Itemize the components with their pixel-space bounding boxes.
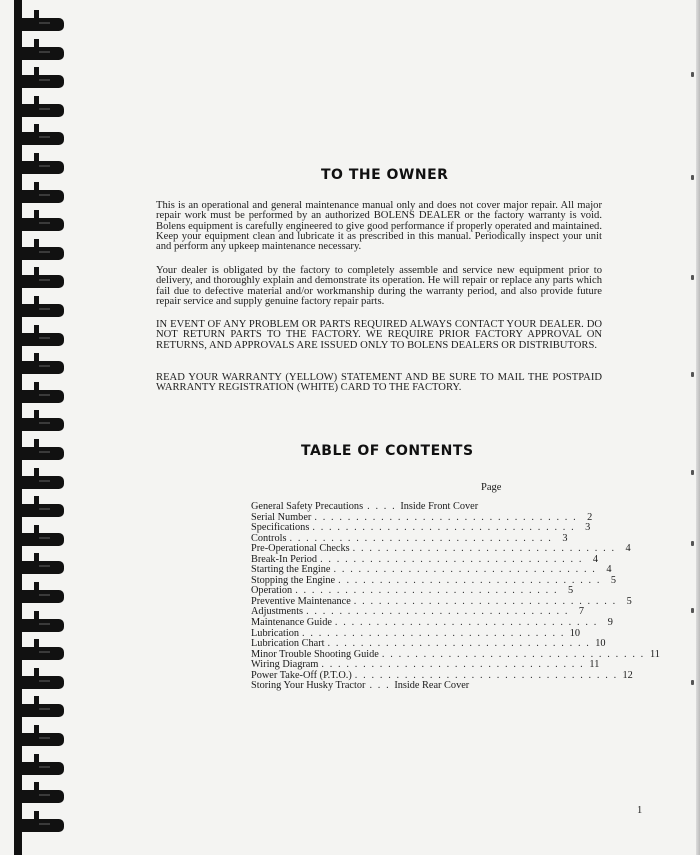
toc-entry-page: 5 — [568, 585, 574, 597]
toc-entry-page: Inside Rear Cover — [394, 680, 470, 692]
toc-entry-leader-dots: . . . . . . . . . . . . . . . . . . . . . . . . . . . . . . . . — [353, 595, 617, 607]
binding-ring — [20, 161, 64, 174]
binding-ring — [20, 390, 64, 403]
binding-ring — [20, 132, 64, 145]
binding-ring — [20, 504, 64, 517]
toc-entry-title: Preventive Maintenance — [251, 595, 351, 607]
binding-ring-tail — [34, 439, 39, 459]
binding-ring-tail — [34, 10, 39, 30]
binding-ring — [20, 104, 64, 117]
toc-entry-page: 3 — [585, 522, 591, 534]
toc-entry-title: Lubrication Chart — [251, 638, 325, 650]
binding-ring-tail — [34, 525, 39, 545]
toc-entry-leader-dots: . . . . . . . . . . . . . . . . . . . . . . . . . . . . . . . . — [338, 574, 602, 586]
toc-entry — [251, 502, 503, 513]
toc-entry-title: Starting the Engine — [251, 564, 331, 576]
binding-ring — [20, 676, 64, 689]
binding-ring — [20, 647, 64, 660]
binding-ring — [20, 304, 64, 317]
owner-section-title: TO THE OWNER — [321, 167, 449, 183]
toc-entry-leader-dots: . . . . . . . . . . . . . . . . . . . . . . . . . . . . . . . . — [312, 522, 576, 534]
binding-ring-tail — [34, 210, 39, 230]
toc-entry-title: Break-In Period — [251, 553, 318, 565]
binding-ring-tail — [34, 553, 39, 573]
toc-entry — [251, 617, 613, 629]
binding-ring-tail — [34, 754, 39, 774]
binding-ring-tail — [34, 239, 39, 259]
binding-ring-tail — [34, 153, 39, 173]
toc-entry-title: Controls — [251, 532, 287, 544]
toc-entry-page: 3 — [562, 532, 568, 544]
binding-ring — [20, 819, 64, 832]
toc-entry-title: Serial Number — [251, 511, 312, 523]
binding-ring — [20, 733, 64, 746]
toc-entry — [251, 681, 503, 692]
binding-ring-tail — [34, 696, 39, 716]
binding-ring-tail — [34, 267, 39, 287]
toc-entry-page: 7 — [578, 606, 585, 618]
binding-ring — [20, 619, 64, 632]
toc-section-title: TABLE OF CONTENTS — [301, 443, 474, 459]
binding-ring — [20, 418, 64, 431]
toc-entry-title: General Safety Precautions — [251, 501, 364, 512]
binding-ring-tail — [34, 67, 39, 87]
binding-ring-tail — [34, 811, 39, 831]
binding-ring — [20, 533, 64, 546]
toc-entry-title: Pre-Operational Checks — [251, 543, 350, 555]
toc-entry-page: Inside Front Cover — [400, 501, 479, 512]
toc-entry-leader-dots: . . . . . . . . . . . . . . . . . . . . . . . . . . . . . . . . — [306, 606, 570, 618]
binding-ring-tail — [34, 353, 39, 373]
binding-ring — [20, 333, 64, 346]
binding-ring-tail — [34, 468, 39, 488]
toc-entry-title: Wiring Diagram — [251, 659, 319, 671]
toc-entry-page: 11 — [649, 648, 660, 660]
binding-ring — [20, 75, 64, 88]
toc-entry-title: Maintenance Guide — [251, 617, 332, 629]
toc-entry-leader-dots: . . . . . . . . . . . . . . . . . . . . . . . . . . . . . . . . — [302, 627, 566, 639]
toc-entry-page: 4 — [625, 543, 631, 555]
binding-ring-tail — [34, 39, 39, 59]
toc-entry-leader-dots: . . . . . . . . . . . . . . . . . . . . . . . . . . . . . . . . — [352, 543, 616, 555]
binding-ring-tail — [34, 296, 39, 316]
toc-entry-page: 2 — [587, 511, 593, 523]
toc-entry-leader-dots: . . . . . . . . . . . . . . . . . . . . . . . . . . . . . . . . — [334, 617, 598, 629]
binding-ring-tail — [34, 96, 39, 116]
binding-ring — [20, 762, 64, 775]
owner-paragraph-3: IN EVENT OF ANY PROBLEM OR PARTS REQUIRED ALWAYS CONTACT YOUR DEALER. DO NOT RETURN PARTS TO THE FACTORY. WE REQUIRE PRIOR FACTORY APPROVAL ON RETURNS, AND APPROVALS ARE ISSUED ONLY TO BOLENS DEALERS OR DISTRIBUTORS. — [156, 319, 602, 351]
toc-entry-title: Adjustments — [251, 606, 304, 618]
binding-ring-tail — [34, 611, 39, 631]
toc-entry-leader-dots: . . . . . . . . . . . . . . . . . . . . . . . . . . . . . . . . — [333, 564, 597, 576]
toc-entry-page: 5 — [626, 595, 632, 607]
toc-page-column-header: Page — [481, 482, 502, 493]
toc-entry-page: 4 — [592, 553, 599, 565]
binding-ring-tail — [34, 382, 39, 402]
toc-entry-leader-dots: . . . . . . . . . . . . . . . . . . . . . . . . . . . . . . . . — [289, 532, 553, 544]
binding-ring — [20, 275, 64, 288]
toc-entry-leader-dots: . . . . . . . . . . . . . . . . . . . . . . . . . . . . . . . . — [381, 648, 645, 660]
toc-entry-page: 11 — [589, 659, 600, 671]
binding-ring — [20, 704, 64, 717]
toc-entry-title: Stopping the Engine — [251, 574, 336, 586]
toc-entry-title: Operation — [251, 585, 293, 597]
toc-entry-leader-dots: . . . . . . . . . . . . . . . . . . . . . . . . . . . . . . . . — [320, 553, 584, 565]
binding-ring — [20, 447, 64, 460]
toc-entry-leader-dots: . . . . . . . . . . . . . . . . . . . . . . . . . . . . . . . . — [327, 638, 591, 650]
toc-entry-page: 10 — [569, 627, 581, 639]
binding-ring — [20, 18, 64, 31]
page-edge-shadow — [696, 0, 700, 855]
owner-paragraph-2: Your dealer is obligated by the factory to completely assemble and service new equipment prior to delivery, and thoroughly explain and demonstrate its operation. He will repair or replace any parts which fail due to defective material and/or workmanship during the warranty period, and also provide future repair service and supply genuine factory repair parts. — [156, 265, 602, 307]
toc-entry-page: 5 — [610, 574, 617, 586]
binding-ring-tail — [34, 325, 39, 345]
binding-ring — [20, 590, 64, 603]
toc-entry-page: 10 — [595, 638, 606, 650]
binding-ring-tail — [34, 496, 39, 516]
owner-paragraph-1: This is an operational and general maintenance manual only and does not cover major repair. All major repair work must be performed by an authorized BOLENS DEALER or the factory warranty is void. Bolens equipment is carefully engineered to give good performance if properly operated and maintained. Keep your equipment clean and lubricate it as prescribed in this manual. Periodically inspect your unit and perform any upkeep maintenance necessary. — [156, 200, 602, 253]
binding-ring — [20, 561, 64, 574]
binding-ring — [20, 247, 64, 260]
binding-ring — [20, 190, 64, 203]
toc-entry-title: Storing Your Husky Tractor — [251, 680, 366, 692]
binding-ring-tail — [34, 410, 39, 430]
binding-ring — [20, 361, 64, 374]
toc-entry-title: Power Take-Off (P.T.O.) — [251, 669, 352, 681]
binding-ring-tail — [34, 782, 39, 802]
toc-entry-leader-dots: . . . . . . . . . . . . . . . . . . . . . . . . . . . . . . . . — [295, 585, 559, 597]
binding-ring — [20, 476, 64, 489]
toc-entry-title: Minor Trouble Shooting Guide — [251, 648, 379, 660]
binding-ring — [20, 790, 64, 803]
owner-paragraph-4: READ YOUR WARRANTY (YELLOW) STATEMENT AND BE SURE TO MAIL THE POSTPAID WARRANTY REGISTRATION (WHITE) CARD TO THE FACTORY. — [156, 372, 602, 394]
toc-entry-title: Specifications — [251, 522, 310, 534]
toc-entry-leader-dots: . . . . . . . . . . . . . . . . . . . . . . . . . . . . . . . . — [354, 669, 618, 681]
toc-entry-page: 4 — [606, 564, 612, 576]
binding-ring — [20, 47, 64, 60]
toc-entry-page: 9 — [607, 617, 613, 629]
toc-entry-leader-dots: . . . . . . . . . . . . . . . . . . . . . . . . . . . . . . . . — [321, 659, 585, 671]
page-number: 1 — [637, 805, 643, 816]
toc-entry-leader-dots: . . . — [369, 680, 391, 692]
toc-entry-leader-dots: . . . . . . . . . . . . . . . . . . . . . . . . . . . . . . . . — [314, 511, 578, 523]
table-of-contents — [251, 501, 660, 692]
binding-ring-tail — [34, 582, 39, 602]
binding-ring — [20, 218, 64, 231]
toc-entry-title: Lubrication — [251, 627, 300, 639]
toc-entry-leader-dots: . . . . — [367, 501, 397, 512]
binding-ring-tail — [34, 725, 39, 745]
toc-entry-page: 12 — [622, 669, 633, 681]
binding-ring-tail — [34, 124, 39, 144]
binding-ring-tail — [34, 668, 39, 688]
binding-ring-tail — [34, 182, 39, 202]
spiral-binding — [0, 0, 72, 855]
binding-ring-tail — [34, 639, 39, 659]
